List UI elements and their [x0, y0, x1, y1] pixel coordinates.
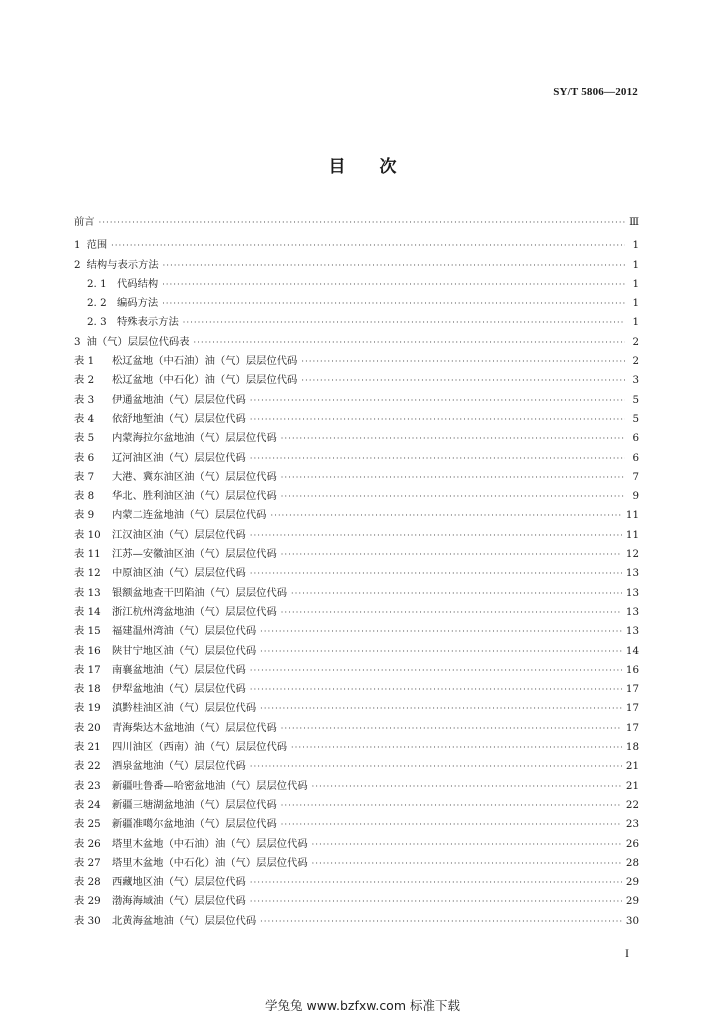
toc-entry[interactable]: [74, 584, 639, 603]
toc-entry[interactable]: [74, 526, 639, 545]
toc-entry-page: 13: [625, 586, 639, 599]
toc-dot-leader: [194, 338, 625, 347]
toc-entry[interactable]: [74, 213, 639, 232]
toc-entry-page: 1: [632, 258, 639, 271]
toc-dot-leader: [250, 396, 625, 405]
toc-entry-label: 结构与表示方法: [86, 258, 159, 271]
toc-entry-number: 表 30: [74, 914, 101, 927]
toc-entry-label: 代码结构: [117, 277, 159, 290]
toc-entry-page: 11: [625, 528, 639, 541]
toc-dot-leader: [270, 511, 621, 520]
toc-entry[interactable]: [74, 256, 639, 275]
toc-dot-leader: [250, 454, 625, 463]
toc-entry-page: 22: [625, 798, 639, 811]
toc-entry-label: 大港、冀东油区油（气）层层位代码: [112, 470, 277, 483]
toc-entry[interactable]: [74, 564, 639, 583]
toc-entry-label: 北黄海盆地油（气）层层位代码: [112, 914, 257, 927]
toc-entry-label: 酒泉盆地油（气）层层位代码: [112, 760, 246, 773]
toc-dot-leader: [301, 376, 625, 385]
toc-entry[interactable]: [74, 333, 639, 352]
toc-entry-number: 表 16: [74, 644, 101, 657]
toc-entry-page: 18: [625, 741, 639, 754]
toc-entry[interactable]: [74, 719, 639, 738]
toc-entry[interactable]: [74, 352, 639, 371]
toc-entry-label: 华北、胜利油区油（气）层层位代码: [112, 490, 277, 503]
toc-entry-number: 表 10: [74, 528, 101, 541]
toc-entry[interactable]: [74, 545, 639, 564]
toc-entry-page: 29: [625, 895, 639, 908]
toc-entry[interactable]: [74, 699, 639, 718]
toc-entry-label: 范围: [86, 239, 108, 252]
toc-entry-page: 11: [625, 509, 639, 522]
toc-entry-label: 内蒙海拉尔盆地油（气）层层位代码: [112, 432, 277, 445]
toc-dot-leader: [250, 569, 622, 578]
toc-entry-page: 28: [625, 856, 639, 869]
toc-entry-number: 1: [74, 239, 81, 252]
toc-dot-leader: [250, 666, 622, 675]
toc-entry-page: 26: [625, 837, 639, 850]
toc-entry-page: 1: [632, 316, 639, 329]
toc-entry-page: 6: [632, 451, 639, 464]
toc-dot-leader: [183, 318, 625, 327]
toc-dot-leader: [281, 473, 625, 482]
toc-entry-label: 新疆吐鲁番—哈密盆地油（气）层层位代码: [112, 779, 308, 792]
toc-dot-leader: [281, 801, 622, 810]
toc-dot-leader: [301, 357, 625, 366]
toc-entry-label: 江苏—安徽油区油（气）层层位代码: [112, 548, 277, 561]
toc-entry-label: 伊犁盆地油（气）层层位代码: [112, 683, 246, 696]
toc-entry-label: 福建温州湾油（气）层层位代码: [112, 625, 257, 638]
toc-entry[interactable]: [74, 854, 639, 873]
toc-entry-label: 渤海海域油（气）层层位代码: [112, 895, 246, 908]
toc-entry-label: 辽河油区油（气）层层位代码: [112, 451, 246, 464]
toc-entry[interactable]: [74, 294, 639, 313]
toc-dot-leader: [162, 280, 625, 289]
toc-entry-number: 表 27: [74, 856, 101, 869]
toc-entry[interactable]: [74, 506, 639, 525]
toc-entry[interactable]: [74, 468, 639, 487]
toc-entry-page: 13: [625, 605, 639, 618]
toc-dot-leader: [260, 647, 622, 656]
toc-entry[interactable]: [74, 275, 639, 294]
toc-entry-number: 2. 3: [87, 316, 107, 329]
toc-entry-number: 表 5: [74, 432, 95, 445]
toc-entry-number: 表 3: [74, 393, 95, 406]
toc-entry-page: 5: [632, 412, 639, 425]
toc-entry-number: 表 28: [74, 876, 101, 889]
toc-dot-leader: [281, 608, 622, 617]
toc-entry[interactable]: [74, 873, 639, 892]
toc-entry-label: 松辽盆地（中石化）油（气）层层位代码: [112, 374, 298, 387]
toc-dot-leader: [281, 492, 625, 501]
table-of-contents: [74, 213, 639, 931]
toc-entry-number: 表 9: [74, 509, 95, 522]
toc-entry-label: 塔里木盆地（中石油）油（气）层层位代码: [112, 837, 308, 850]
page-title: [0, 152, 725, 177]
toc-entry-label: 中原油区油（气）层层位代码: [112, 567, 246, 580]
toc-entry-page: 16: [625, 663, 639, 676]
toc-entry[interactable]: [74, 815, 639, 834]
toc-entry-number: 表 24: [74, 798, 101, 811]
toc-entry-number: 表 6: [74, 451, 95, 464]
toc-entry-number: 表 29: [74, 895, 101, 908]
toc-entry-number: 表 21: [74, 741, 101, 754]
toc-entry-page: 1: [632, 239, 639, 252]
toc-entry[interactable]: [74, 892, 639, 911]
page-title-left: 目: [328, 157, 346, 177]
toc-entry-page: 29: [625, 876, 639, 889]
toc-entry-page: 1: [632, 277, 639, 290]
toc-entry[interactable]: [74, 487, 639, 506]
toc-entry-number: 表 25: [74, 818, 101, 831]
toc-entry-label: 陕甘宁地区油（气）层层位代码: [112, 644, 257, 657]
toc-dot-leader: [99, 218, 625, 227]
toc-entry-number: 表 15: [74, 625, 101, 638]
toc-entry-page: 17: [625, 702, 639, 715]
toc-entry-label: 编码方法: [117, 297, 159, 310]
toc-entry-page: 21: [625, 760, 639, 773]
toc-entry[interactable]: [74, 757, 639, 776]
toc-entry-label: 南襄盆地油（气）层层位代码: [112, 663, 246, 676]
toc-entry-number: 表 7: [74, 470, 95, 483]
toc-entry-page: 6: [632, 432, 639, 445]
toc-entry-label: 依舒地堑油（气）层层位代码: [112, 412, 246, 425]
toc-entry[interactable]: [74, 912, 639, 931]
toc-entry-label: 新疆准噶尔盆地油（气）层层位代码: [112, 818, 277, 831]
toc-entry-number: 2. 2: [87, 297, 107, 310]
toc-entry-number: 表 11: [74, 548, 101, 561]
toc-entry-number: 表 12: [74, 567, 101, 580]
toc-entry-number: 表 22: [74, 760, 101, 773]
toc-entry-number: 表 8: [74, 490, 95, 503]
toc-entry-number: 2. 1: [87, 277, 107, 290]
toc-entry[interactable]: [74, 680, 639, 699]
toc-dot-leader: [162, 299, 625, 308]
watermark-text: 学兔兔 www.bzfxw.com 标准下载: [265, 998, 460, 1013]
toc-entry-number: 2: [74, 258, 81, 271]
toc-entry-page: Ⅲ: [629, 216, 639, 228]
toc-entry-label: 松辽盆地（中石油）油（气）层层位代码: [112, 355, 298, 368]
toc-dot-leader: [312, 782, 622, 791]
toc-entry[interactable]: [74, 236, 639, 255]
toc-entry-label: 四川油区（西南）油（气）层层位代码: [112, 741, 288, 754]
toc-dot-leader: [281, 724, 622, 733]
toc-entry-page: 3: [632, 374, 639, 387]
toc-dot-leader: [281, 550, 622, 559]
toc-entry[interactable]: [74, 835, 639, 854]
toc-entry-label: 特殊表示方法: [117, 316, 179, 329]
toc-entry[interactable]: [74, 642, 639, 661]
toc-entry-page: 2: [632, 335, 639, 348]
page-number: I: [625, 946, 629, 960]
toc-entry[interactable]: [74, 410, 639, 429]
toc-entry-page: 13: [625, 567, 639, 580]
toc-entry-number: 3: [74, 335, 81, 348]
toc-dot-leader: [250, 762, 622, 771]
toc-entry[interactable]: [74, 738, 639, 757]
toc-entry-page: 17: [625, 721, 639, 734]
toc-entry-label: 浙江杭州湾盆地油（气）层层位代码: [112, 605, 277, 618]
toc-entry[interactable]: [74, 796, 639, 815]
toc-dot-leader: [312, 840, 622, 849]
toc-entry-number: 表 18: [74, 683, 101, 696]
toc-entry[interactable]: [74, 449, 639, 468]
toc-dot-leader: [291, 743, 622, 752]
toc-entry-number: 表 26: [74, 837, 101, 850]
toc-entry-label: 塔里木盆地（中石化）油（气）层层位代码: [112, 856, 308, 869]
toc-entry[interactable]: [74, 603, 639, 622]
toc-entry-label: 西藏地区油（气）层层位代码: [112, 876, 246, 889]
toc-entry-page: 5: [632, 393, 639, 406]
toc-entry-label: 伊通盆地油（气）层层位代码: [112, 393, 246, 406]
toc-entry[interactable]: [74, 371, 639, 390]
toc-dot-leader: [312, 859, 622, 868]
toc-entry-page: 9: [632, 490, 639, 503]
toc-entry-page: 1: [632, 297, 639, 310]
toc-entry-page: 21: [625, 779, 639, 792]
toc-entry-label: 青海柴达木盆地油（气）层层位代码: [112, 721, 277, 734]
toc-entry-number: 表 17: [74, 663, 101, 676]
toc-dot-leader: [163, 261, 625, 270]
toc-dot-leader: [281, 434, 625, 443]
toc-entry-label: 银额盆地查干凹陷油（气）层层位代码: [112, 586, 288, 599]
toc-entry-page: 23: [625, 818, 639, 831]
toc-dot-leader: [260, 704, 622, 713]
toc-entry[interactable]: [74, 429, 639, 448]
toc-entry-label: 油（气）层层位代码表: [86, 335, 190, 348]
toc-dot-leader: [260, 627, 622, 636]
toc-entry-page: 2: [632, 355, 639, 368]
toc-dot-leader: [260, 917, 622, 926]
toc-dot-leader: [250, 897, 622, 906]
toc-entry-page: 14: [625, 644, 639, 657]
toc-entry-number: 表 23: [74, 779, 101, 792]
toc-entry-number: 表 13: [74, 586, 101, 599]
toc-entry-number: 表 4: [74, 412, 95, 425]
toc-dot-leader: [250, 685, 622, 694]
toc-dot-leader: [250, 878, 622, 887]
toc-dot-leader: [291, 589, 622, 598]
toc-dot-leader: [111, 241, 625, 250]
toc-entry-page: 30: [625, 914, 639, 927]
toc-entry[interactable]: [74, 391, 639, 410]
toc-entry-number: 表 14: [74, 605, 101, 618]
toc-entry-label: 新疆三塘湖盆地油（气）层层位代码: [112, 798, 277, 811]
toc-dot-leader: [250, 415, 625, 424]
standard-code: SY/T 5806—2012: [553, 86, 638, 98]
toc-entry-page: 13: [625, 625, 639, 638]
toc-entry-label: 内蒙二连盆地油（气）层层位代码: [112, 509, 267, 522]
toc-entry-number: 表 2: [74, 374, 95, 387]
page-title-right: 次: [379, 157, 397, 177]
toc-entry-label: 前言: [74, 216, 95, 228]
toc-dot-leader: [281, 820, 622, 829]
toc-entry-number: 表 20: [74, 721, 101, 734]
toc-dot-leader: [250, 531, 622, 540]
toc-entry-page: 7: [632, 470, 639, 483]
toc-entry[interactable]: [74, 661, 639, 680]
toc-entry-number: 表 1: [74, 355, 95, 368]
toc-entry[interactable]: [74, 777, 639, 796]
toc-entry[interactable]: [74, 313, 639, 332]
toc-entry-label: 江汉油区油（气）层层位代码: [112, 528, 246, 541]
toc-entry-page: 17: [625, 683, 639, 696]
toc-entry-page: 12: [625, 548, 639, 561]
toc-entry[interactable]: [74, 622, 639, 641]
toc-entry-label: 滇黔桂油区油（气）层层位代码: [112, 702, 257, 715]
toc-entry-number: 表 19: [74, 702, 101, 715]
